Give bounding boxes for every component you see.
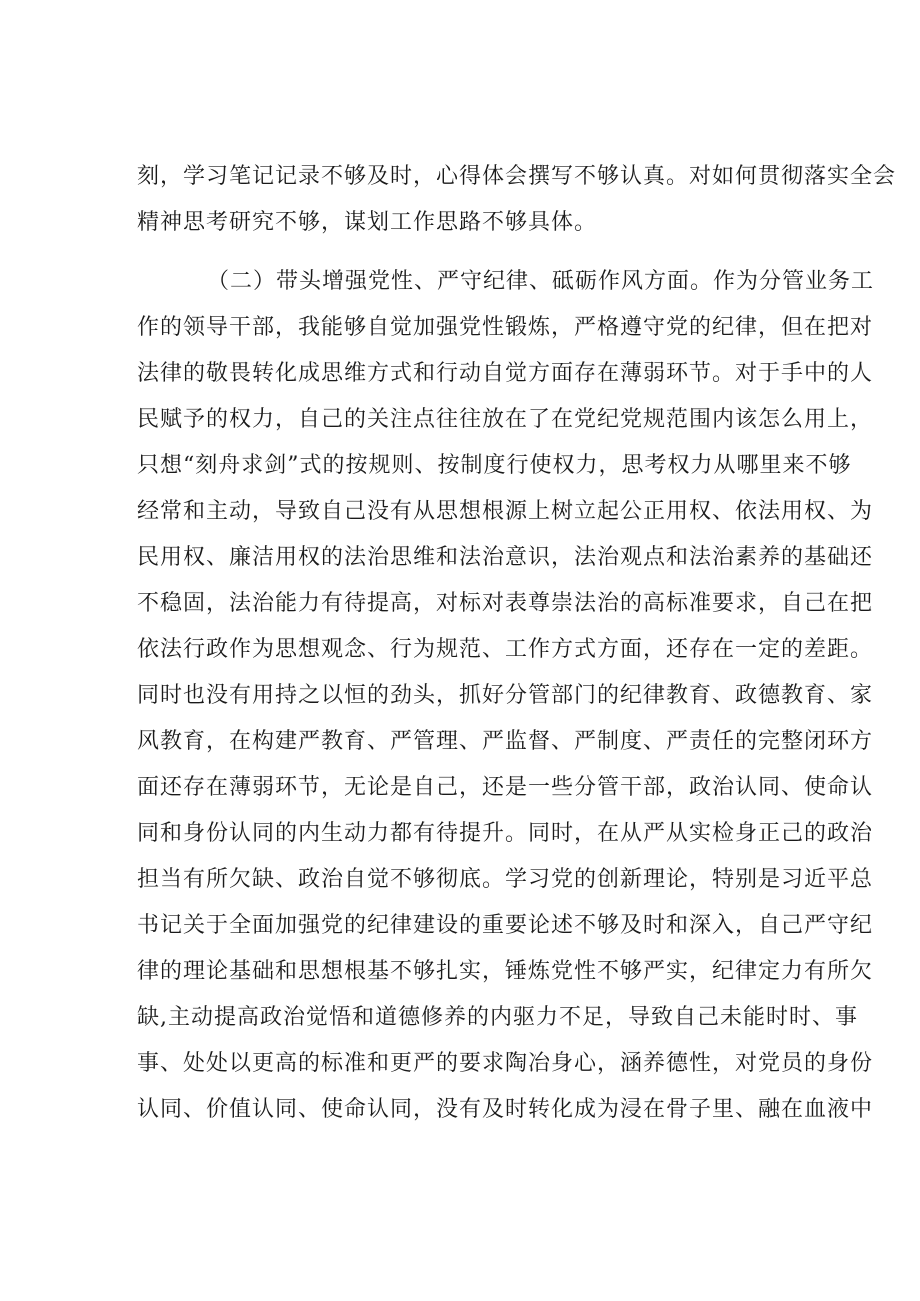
text-line: 作的领导干部，我能够自觉加强党性锻炼，严格遵守党的纪律，但在把对: [137, 315, 874, 340]
text-line: 同和身份认同的内生动力都有待提升。同时，在从严从实检身正己的政治: [137, 821, 874, 846]
text-line: 认同、价值认同、使命认同，没有及时转化成为浸在骨子里、融在血液中: [137, 1097, 874, 1122]
text-line: 依法行政作为思想观念、行为规范、工作方式方面，还存在一定的差距。: [137, 637, 874, 662]
text-line: 风教育，在构建严教育、严管理、严监督、严制度、严责任的完整闭环方: [137, 729, 874, 754]
text-line: 民用权、廉洁用权的法治思维和法治意识，法治观点和法治素养的基础还: [137, 545, 874, 570]
text-line: 缺,主动提高政治觉悟和道德修养的内驱力不足，导致自己未能时时、事: [137, 1005, 858, 1030]
text-line: 书记关于全面加强党的纪律建设的重要论述不够及时和深入，自己严守纪: [137, 913, 874, 938]
text-line: 只想“刻舟求剑”式的按规则、按制度行使权力，思考权力从哪里来不够: [137, 453, 852, 478]
text-line: 同时也没有用持之以恒的劲头，抓好分管部门的纪律教育、政德教育、家: [137, 683, 874, 708]
text-line: （二）带头增强党性、严守纪律、砥砺作风方面。作为分管业务工: [207, 269, 875, 294]
text-line: 律的理论基础和思想根基不够扎实，锤炼党性不够严实，纪律定力有所欠: [137, 959, 874, 984]
text-line: 经常和主动，导致自己没有从思想根源上树立起公正用权、依法用权、为: [137, 499, 874, 524]
text-line: 不稳固，法治能力有待提高，对标对表尊崇法治的高标准要求，自己在把: [137, 591, 874, 616]
text-line: 担当有所欠缺、政治自觉不够彻底。学习党的创新理论，特别是习近平总: [137, 867, 874, 892]
text-line: 精神思考研究不够，谋划工作思路不够具体。: [137, 210, 598, 235]
text-line: 面还存在薄弱环节，无论是自己，还是一些分管干部，政治认同、使命认: [137, 775, 874, 800]
text-line: 事、处处以更高的标准和更严的要求陶冶身心，涵养德性，对党员的身份: [137, 1051, 874, 1076]
text-line: 刻，学习笔记记录不够及时，心得体会撰写不够认真。对如何贯彻落实全会: [137, 164, 897, 189]
text-line: 民赋予的权力，自己的关注点往往放在了在党纪党规范围内该怎么用上，: [137, 407, 874, 432]
text-line: 法律的敬畏转化成思维方式和行动自觉方面存在薄弱环节。对于手中的人: [137, 361, 874, 386]
